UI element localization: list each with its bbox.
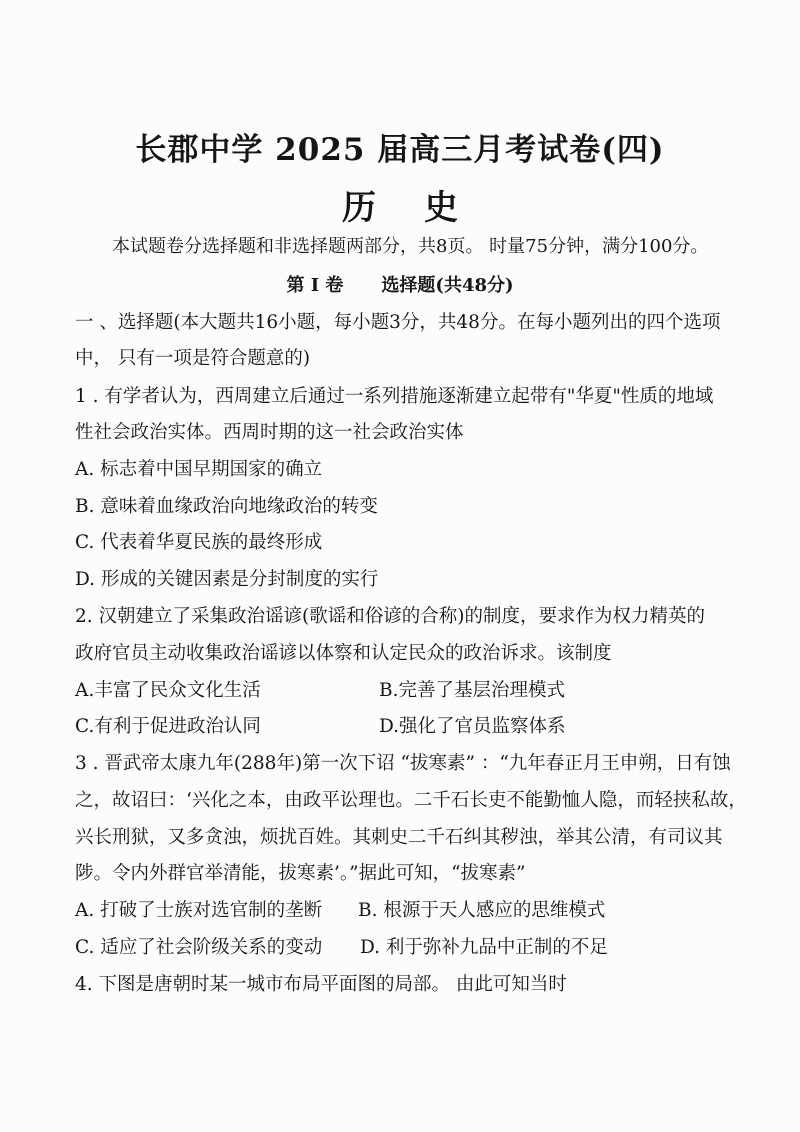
q2-option-c: C.有利于促进政治认同 [75, 716, 261, 737]
q1-stem-line-2: 性社会政治实体。西周时期的这一社会政治实体 [75, 422, 464, 443]
q2-stem-line-2: 政府官员主动收集政治谣谚以体察和认定民众的政治诉求。该制度 [75, 643, 612, 664]
q3-stem-line-4: 陟。令内外群官举清能，拔寒素’。”据此可知，“拔寒素” [75, 863, 526, 884]
q1-option-d: D. 形成的关键因素是分封制度的实行 [75, 569, 379, 590]
q3-option-d: D. 利于弥补九品中正制的不足 [360, 937, 608, 958]
q1-option-c: C. 代表着华夏民族的最终形成 [75, 532, 323, 553]
q3-option-c: C. 适应了社会阶级关系的变动 [75, 937, 323, 958]
q3-stem-line-3: 兴长刑狱，又多贪浊，烦扰百姓。其刺史二千石纠其秽浊，举其公清，有司议其 [75, 827, 723, 848]
q1-stem-line-1: 1 . 有学者认为，西周建立后通过一系列措施逐渐建立起带有"华夏"性质的地域 [75, 386, 714, 407]
q3-option-b: B. 根源于天人感应的思维模式 [358, 900, 606, 921]
subject-title: 历史 [342, 188, 506, 228]
q2-option-a: A.丰富了民众文化生活 [75, 680, 261, 701]
q4-stem-line-1: 4. 下图是唐朝时某一城市布局平面图的局部。 由此可知当时 [75, 974, 567, 995]
q2-option-b: B.完善了基层治理模式 [379, 680, 565, 701]
q1-option-b: B. 意味着血缘政治向地缘政治的转变 [75, 496, 378, 517]
q2-option-d: D.强化了官员监察体系 [379, 716, 566, 737]
q3-option-a: A. 打破了士族对选官制的垄断 [75, 900, 323, 921]
section-instruction-line-1: 一 、选择题(本大题共16小题，每小题3分，共48分。在每小题列出的四个选项 [75, 312, 721, 333]
section-heading-text: 选择题(共48分) [381, 275, 514, 296]
section-heading [0, 271, 800, 297]
exam-intro: 本试题卷分选择题和非选择题两部分，共8页。 时量75分钟，满分100分。 [112, 236, 709, 257]
exam-title: 长郡中学 2025 届高三月考试卷(四) [135, 132, 665, 168]
q1-option-a: A. 标志着中国早期国家的确立 [75, 459, 323, 480]
q2-stem-line-1: 2. 汉朝建立了采集政治谣谚(歌谣和俗谚的合称)的制度，要求作为权力精英的 [75, 606, 705, 627]
q3-stem-line-2: 之，故诏曰：‘兴化之本，由政平讼理也。二千石长吏不能勤恤人隐，而轻挟私故， [75, 790, 747, 811]
section-part: 第 I 卷 [286, 275, 344, 296]
section-instruction-line-2: 中， 只有一项是符合题意的) [75, 348, 311, 369]
q3-stem-line-1: 3 . 晋武帝太康九年(288年)第一次下诏 “拔寒素” ：“九年春正月王申朔，日有蚀 [75, 753, 731, 774]
